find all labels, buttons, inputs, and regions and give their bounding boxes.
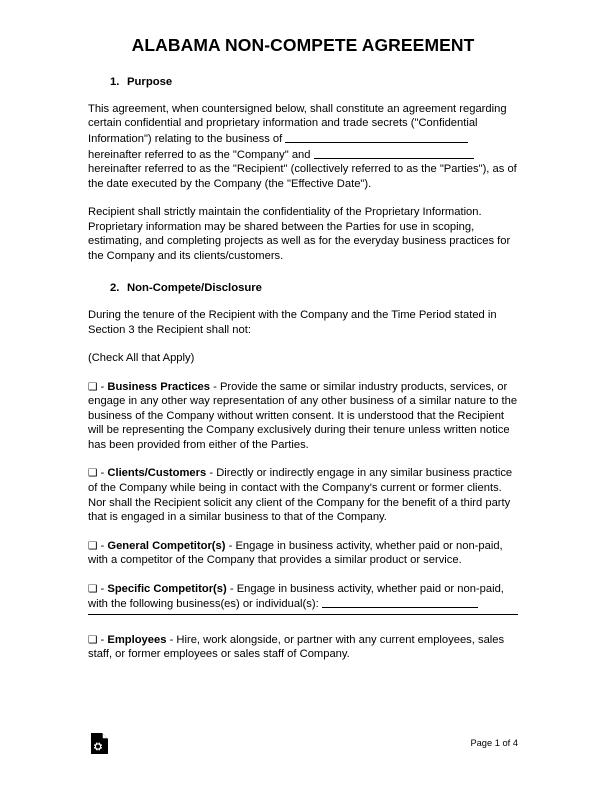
specific-competitors-blank[interactable]	[322, 596, 478, 608]
section-heading-label: Non-Compete/Disclosure	[127, 282, 262, 295]
checkbox-item-label: Employees	[107, 633, 167, 646]
checkbox-separator: -	[228, 539, 233, 552]
checkbox-icon[interactable]: ❑	[88, 539, 98, 552]
paragraph-purpose-2: Recipient shall strictly maintain the confidentiality of the Proprietary Information. Proprietary information may be shared between the Parties for use in scoping, estimating, and completing projects as well as for the everyday business practices for the Company and its clients/customers.	[88, 206, 511, 262]
section-number: 2.	[110, 282, 120, 295]
section-heading-label: Purpose	[127, 76, 173, 89]
checkbox-item-label: Specific Competitor(s)	[107, 582, 227, 595]
paragraph-check-all-that-apply: (Check All that Apply)	[88, 352, 195, 365]
checkbox-item-general-competitors[interactable]	[88, 539, 518, 568]
page-footer	[88, 731, 518, 761]
checkbox-item-business-practices[interactable]	[88, 380, 518, 453]
checkbox-item-specific-competitors[interactable]	[88, 582, 518, 615]
checkbox-item-label: General Competitor(s)	[107, 539, 226, 552]
checkbox-dash: -	[100, 380, 105, 393]
paragraph-purpose-1-part3: hereinafter referred to as the "Recipient" (collectively referred to as the "Parties"), as of the date executed by the Company (the "Effective Date").	[88, 163, 517, 190]
checkbox-item-label: Clients/Customers	[107, 467, 207, 480]
checkbox-dash: -	[100, 582, 105, 595]
checkbox-icon[interactable]: ❑	[88, 633, 98, 646]
checkbox-item-text: Hire, work alongside, or partner with any current employees, sales staff, or former employees or sales staff of Company.	[88, 633, 505, 661]
section-heading-purpose	[88, 75, 518, 90]
checkbox-separator: -	[169, 633, 174, 646]
paragraph-non-compete-intro: During the tenure of the Recipient with the Company and the Time Period stated in Section 3 the Recipient shall not:	[88, 309, 497, 336]
checkbox-icon[interactable]: ❑	[88, 467, 98, 480]
checkbox-item-text: Engage in business activity, whether paid or non-paid, with the following business(es) or individual(s):	[88, 582, 504, 611]
checkbox-item-label: Business Practices	[107, 380, 210, 393]
paragraph-purpose-1-part1: This agreement, when countersigned below, shall constitute an agreement regarding certain confidential and proprietary information and trade secrets ("Confidential Information") relating to the business of	[88, 102, 507, 146]
paragraph-purpose-1-part2: hereinafter referred to as the "Company" and	[88, 148, 311, 161]
checkbox-item-text: Directly or indirectly engage in any similar business practice of the Company while being in contact with the Company's current or former clients. Nor shall the Recipient solicit any client of the Company for the benefit of a third party that is engaged in a similar business to that of the Company.	[88, 467, 513, 524]
checkbox-dash: -	[100, 467, 105, 480]
specific-competitors-blank-line-2[interactable]	[88, 614, 518, 615]
checkbox-separator: -	[209, 467, 214, 480]
checkbox-item-employees[interactable]	[88, 633, 518, 662]
document-gear-icon	[91, 733, 108, 754]
page-number-label: Page 1 of 4	[470, 738, 518, 748]
section-heading-non-compete	[88, 281, 518, 296]
checkbox-item-text: Provide the same or similar industry products, services, or engage in any other way representation of any other business of a similar nature to the business of the Company without written consent. It is understood that the Recipient will be representing the Company exclusively during their tenure unless written notice has been provided from either of the Parties.	[88, 380, 518, 451]
checkbox-dash: -	[100, 539, 105, 552]
checkbox-separator: -	[229, 582, 234, 595]
page-title: ALABAMA NON-COMPETE AGREEMENT	[131, 35, 475, 55]
checkbox-icon[interactable]: ❑	[88, 380, 98, 393]
checkbox-icon[interactable]: ❑	[88, 582, 98, 595]
paragraph-purpose-1	[88, 102, 518, 191]
section-number: 1.	[110, 76, 120, 89]
recipient-name-blank[interactable]	[314, 147, 474, 159]
checkbox-item-clients-customers[interactable]	[88, 466, 518, 524]
checkbox-item-text: Engage in business activity, whether paid or non-paid, with a competitor of the Company that provides a similar product or service.	[88, 539, 503, 567]
checkbox-dash: -	[100, 633, 105, 646]
checkbox-separator: -	[213, 380, 217, 393]
document-content	[88, 36, 518, 676]
company-name-blank[interactable]	[285, 131, 468, 143]
